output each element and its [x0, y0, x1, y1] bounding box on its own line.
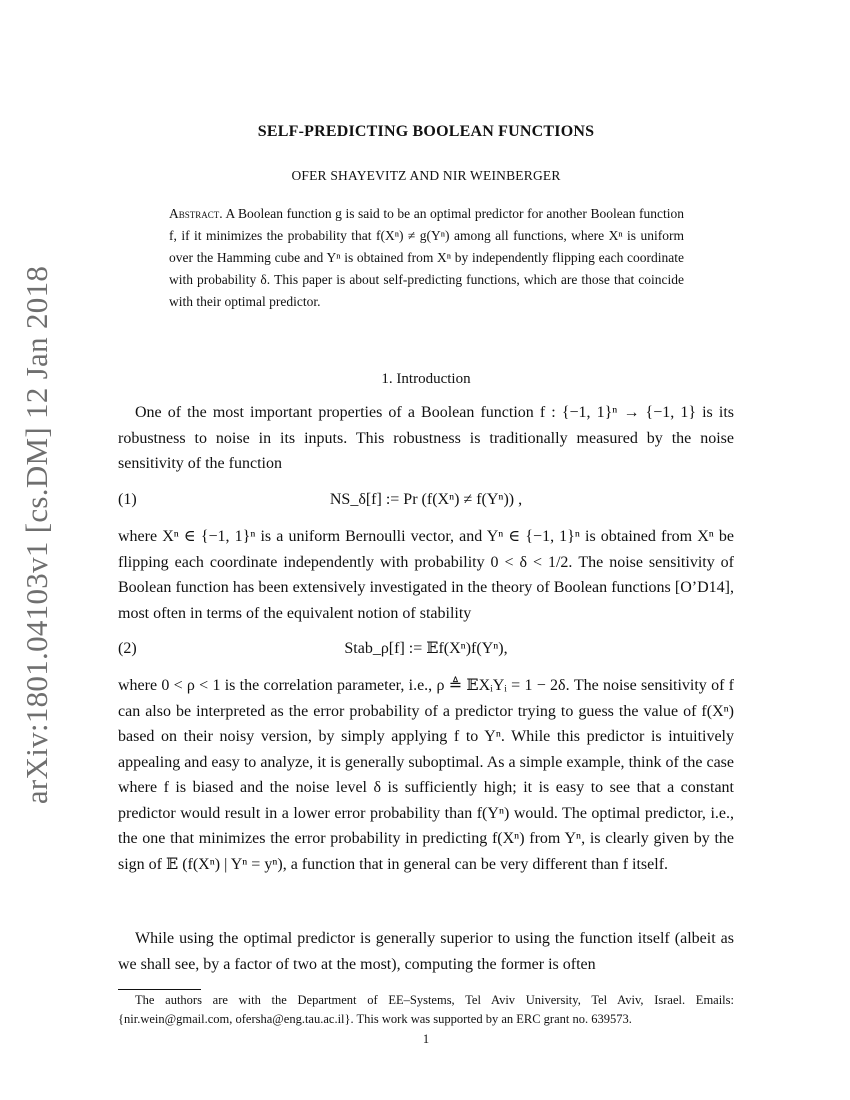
- footnote-rule: [118, 989, 201, 990]
- section-heading-introduction: 1. Introduction: [381, 371, 471, 387]
- body-paragraph-3: where 0 < ρ < 1 is the correlation parameter, i.e., ρ ≜ 𝔼XᵢYᵢ = 1 − 2δ. The noise sensitivity of f can also be interpreted as the error probability of a predictor trying to guess the value of f(Xⁿ) based on their noisy version, by simply applying f to Yⁿ. While this predictor is intuitively appealing and easy to analyze, it is generally suboptimal. As a simple example, think of the case where f is biased and the noise level δ is sufficiently high; it is easy to see that a constant predictor would result in a lower error probability than f(Yⁿ) would. The optimal predictor, i.e., the one that minimizes the error probability in predicting f(Xⁿ) from Yⁿ, is clearly given by the sign of 𝔼 (f(Xⁿ) | Yⁿ = yⁿ), a function that in general can be very different than f itself.: [118, 677, 734, 873]
- abstract: [169, 203, 684, 313]
- equation-2-number: (2): [118, 640, 137, 657]
- body-paragraph-4: While using the optimal predictor is generally superior to using the function itself (albeit as we shall see, by a factor of two at the most), computing the former is often: [118, 930, 734, 973]
- body-paragraph-2: where Xⁿ ∈ {−1, 1}ⁿ is a uniform Bernoulli vector, and Yⁿ ∈ {−1, 1}ⁿ is obtained from Xⁿ be flipping each coordinate independently with probability 0 < δ < 1/2. The noise sensitivity of Boolean function has been extensively investigated in the theory of Boolean functions [O’D14], most often in terms of the equivalent notion of stability: [118, 528, 734, 622]
- equation-1-body: NS_δ[f] := Pr (f(Xⁿ) ≠ f(Yⁿ)) ,: [329, 491, 523, 508]
- arxiv-stamp-text: arXiv:1801.04103v1 [cs.DM] 12 Jan 2018: [19, 265, 54, 804]
- footnote: The authors are with the Department of EE–Systems, Tel Aviv University, Tel Aviv, Israel. Emails: {nir.wein@gmail.com, ofersha@eng.tau.ac.il}. This work was supported by an ERC grant no. 639573.: [118, 993, 734, 1026]
- abstract-text: A Boolean function g is said to be an optimal predictor for another Boolean function f, if it minimizes the probability that f(Xⁿ) ≠ g(Yⁿ) among all functions, where Xⁿ is uniform over the Hamming cube and Yⁿ is obtained from Xⁿ by independently flipping each coordinate with probability δ. This paper is about self-predicting functions, which are those that coincide with their optimal predictor.: [169, 206, 684, 309]
- body-paragraph-1: One of the most important properties of a Boolean function f : {−1, 1}ⁿ → {−1, 1} is its robustness to noise in its inputs. This robustness is traditionally measured by the noise sensitivity of the function: [118, 404, 734, 472]
- paper-authors: OFER SHAYEVITZ AND NIR WEINBERGER: [291, 168, 561, 183]
- equation-1: [118, 487, 734, 513]
- abstract-label: Abstract.: [169, 206, 223, 221]
- equation-1-number: (1): [118, 491, 137, 508]
- equation-2: [118, 636, 734, 662]
- page-number: 1: [422, 1032, 430, 1046]
- paper-title: SELF-PREDICTING BOOLEAN FUNCTIONS: [257, 123, 595, 140]
- equation-2-body: Stab_ρ[f] := 𝔼f(Xⁿ)f(Yⁿ),: [344, 640, 508, 657]
- arxiv-stamp: [14, 262, 60, 807]
